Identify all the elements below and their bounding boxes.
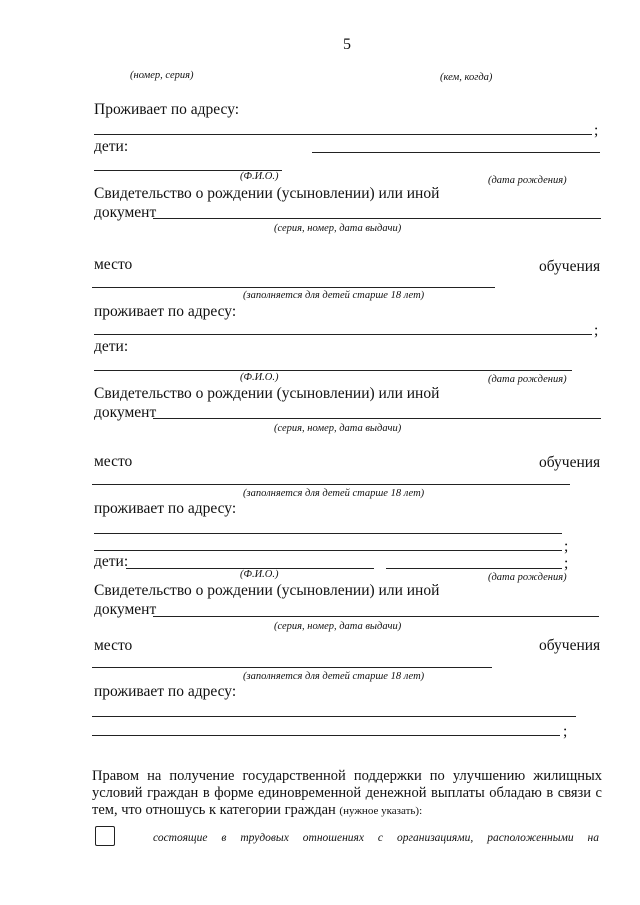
study-label: обучения: [539, 258, 601, 275]
address-line-2[interactable]: [92, 735, 560, 736]
document-line[interactable]: [153, 418, 601, 419]
child-birthdate-line[interactable]: [386, 568, 562, 569]
birth-date-caption: (дата рождения): [488, 572, 567, 583]
semicolon: ;: [594, 122, 599, 139]
certificate-label: Свидетельство о рождении (усыновлении) или иной: [94, 385, 440, 402]
lives-at-label: проживает по адресу:: [94, 683, 237, 700]
declaration-hint: (нужное указать):: [339, 805, 423, 817]
child-fio-line[interactable]: [94, 370, 572, 371]
semicolon: ;: [563, 723, 568, 740]
over18-caption: (заполняется для детей старше 18 лет): [243, 671, 425, 682]
semicolon: ;: [564, 538, 569, 555]
option-1-checkbox[interactable]: [95, 826, 115, 846]
issued-by-caption: (кем, когда): [440, 72, 493, 83]
option-1-label: состоящие в трудовых отношениях с организациями, расположенными на: [153, 832, 599, 844]
birth-date-caption: (дата рождения): [488, 175, 567, 186]
address-line[interactable]: [94, 134, 592, 135]
study-place-line[interactable]: [92, 287, 495, 288]
fio-caption: (Ф.И.О.): [240, 171, 279, 182]
page-number: 5: [343, 36, 351, 53]
over18-caption: (заполняется для детей старше 18 лет): [243, 488, 425, 499]
children-line[interactable]: [312, 152, 600, 153]
children-label: дети:: [94, 138, 129, 155]
study-label: обучения: [539, 637, 601, 654]
document-line[interactable]: [153, 616, 599, 617]
document-label: документ: [94, 601, 157, 618]
children-label: дети:: [94, 553, 129, 570]
place-label: место: [94, 637, 133, 654]
address-line[interactable]: [94, 533, 562, 534]
series-number-date-caption: (серия, номер, дата выдачи): [274, 621, 402, 632]
semicolon: ;: [594, 322, 599, 339]
children-label: дети:: [94, 338, 129, 355]
fio-caption: (Ф.И.О.): [240, 569, 279, 580]
fio-caption: (Ф.И.О.): [240, 372, 279, 383]
series-number-date-caption: (серия, номер, дата выдачи): [274, 423, 402, 434]
place-label: место: [94, 256, 133, 273]
document-line[interactable]: [153, 218, 601, 219]
address-line[interactable]: [94, 334, 592, 335]
semicolon: ;: [564, 555, 569, 572]
declaration-text: Правом на получение государственной поддержки по улучшению жилищных условий граждан в форме единовременной денежной выплаты обладаю в связи с тем, что отношусь к категории граждан: [92, 768, 602, 818]
number-series-caption: (номер, серия): [130, 70, 194, 81]
over18-caption: (заполняется для детей старше 18 лет): [243, 290, 425, 301]
place-label: место: [94, 453, 133, 470]
document-label: документ: [94, 404, 157, 421]
birth-date-caption: (дата рождения): [488, 374, 567, 385]
document-label: документ: [94, 204, 157, 221]
address-line-2[interactable]: [94, 550, 562, 551]
certificate-label: Свидетельство о рождении (усыновлении) или иной: [94, 582, 440, 599]
study-label: обучения: [539, 454, 601, 471]
certificate-label: Свидетельство о рождении (усыновлении) или иной: [94, 185, 440, 202]
series-number-date-caption: (серия, номер, дата выдачи): [274, 223, 402, 234]
study-place-line[interactable]: [92, 484, 570, 485]
study-place-line[interactable]: [92, 667, 492, 668]
declaration-paragraph: [92, 768, 602, 820]
lives-at-label: Проживает по адресу:: [94, 101, 240, 118]
address-line[interactable]: [92, 716, 576, 717]
lives-at-label: проживает по адресу:: [94, 500, 237, 517]
lives-at-label: проживает по адресу:: [94, 303, 237, 320]
